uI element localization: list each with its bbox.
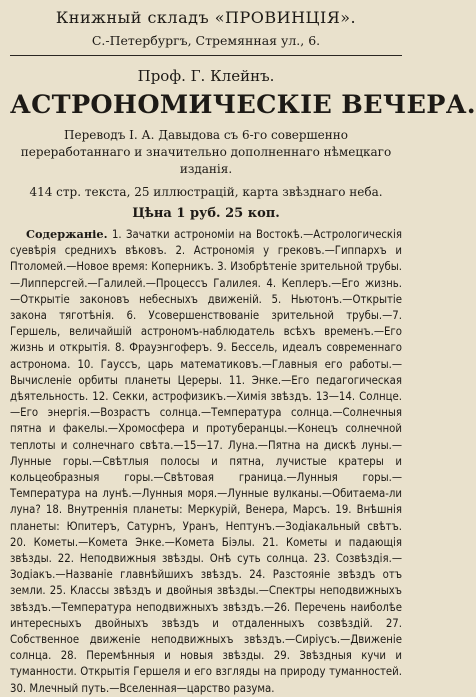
book-price: Цѣна 1 руб. 25 коп. — [132, 206, 280, 221]
publisher-address: С.-Петербургъ, Стремянная ул., 6. — [91, 33, 321, 48]
book-details: 414 стр. текста, 25 иллюстрацій, карта звѣзднаго неба. — [29, 185, 383, 199]
book-author: Проф. Г. Клейнъ. — [137, 67, 275, 85]
translation-note: Переводъ І. А. Давыдова съ 6-го совершенно переработаннаго и значительно дополненнаго нѣмецкаго изданія. — [20, 128, 392, 176]
book-title: АСТРОНОМИЧЕСКІЕ ВЕЧЕРА. — [10, 90, 476, 120]
header-divider — [10, 55, 402, 56]
contents-text: 1. Зачатки астрономіи на Востокѣ.—Астрологическія суевѣрія среднихъ вѣковъ. 2. Астрономія у грековъ.—Гиппархъ и Птоломей.—Новое время: Коперникъ. 3. Изобрѣтеніе зрительной трубы.—Липперсгей.—Галилей.—Процессъ Галилея. 4. Кеплеръ.—Его жизнь.—Открытіе законовъ небесныхъ движеній. 5. Ньютонъ.—Открытіе закона тяготѣнія. 6. Усовершенствованіе зрительной трубы.—7. Гершель, величайшій астрономъ-наблюдатель всѣхъ временъ.—Его жизнь и открытія. 8. Фрауэнгоферъ. 9. Бессель, идеалъ современнаго астронома. 10. Гауссъ, царь математиковъ.—Главныя его работы.—Вычисленіе орбиты планеты Цереры. 11. Энке.—Его педагогическая дѣятельность. 12. Секки, астрофизикъ.—Химія звѣздъ. 13—14. Солнце.—Его энергія.—Возрастъ солнца.—Температура солнца.—Солнечныя пятна и факелы.—Хромосфера и протуберанцы.—Конецъ солнечной теплоты и солнечнаго свѣта.—15—17. Луна.—Пятна на дискѣ луны.—Лунные горы.—Свѣтлыя полосы и пятна, лучистые кратеры и кольцеобразныя горы.—Свѣтовая граница.—Лунныя горы.—Температура на лунѣ.—Лунныя моря.—Лунные вулканы.—Обитаема-ли луна? 18. Внутреннія планеты: Меркурій, Венера, Марсъ. 19. Внѣшнія планеты: Юпитеръ, Сатурнъ, Уранъ, Нептунъ.—Зодіакальный свѣтъ. 20. Кометы.—Комета Энке.—Комета Біэлы. 21. Кометы и падающія звѣзды. 22. Неподвижныя звѣзды. Онѣ суть солнца. 23. Созвѣздія.—Зодіакъ.—Названіе главнѣйшихъ звѣздъ. 24. Разстояніе звѣздъ отъ земли. 25. Классы звѣздъ и двойныя звѣзды.—Спектры неподвижныхъ звѣздъ.—Температура неподвижныхъ звѣздъ.—26. Перечень наиболѣе интересныхъ двойныхъ звѣздъ и отдаленныхъ созвѣздій. 27. Собственное движеніе неподвижныхъ звѣздъ.—Сиріусъ.—Движеніе солнца. 28. Перемѣнныя и новыя звѣзды. 29. Звѣздныя кучи и туманности. Открытія Гершеля и его взгляды на природу туманностей. 30. Млечный путь.—Вселенная—царство разума. — [10, 228, 402, 695]
contents-heading: Содержаніе. — [26, 227, 108, 241]
publisher-name: Книжный складъ «ПРОВИНЦІЯ». — [55, 8, 357, 27]
table-of-contents — [10, 226, 402, 697]
